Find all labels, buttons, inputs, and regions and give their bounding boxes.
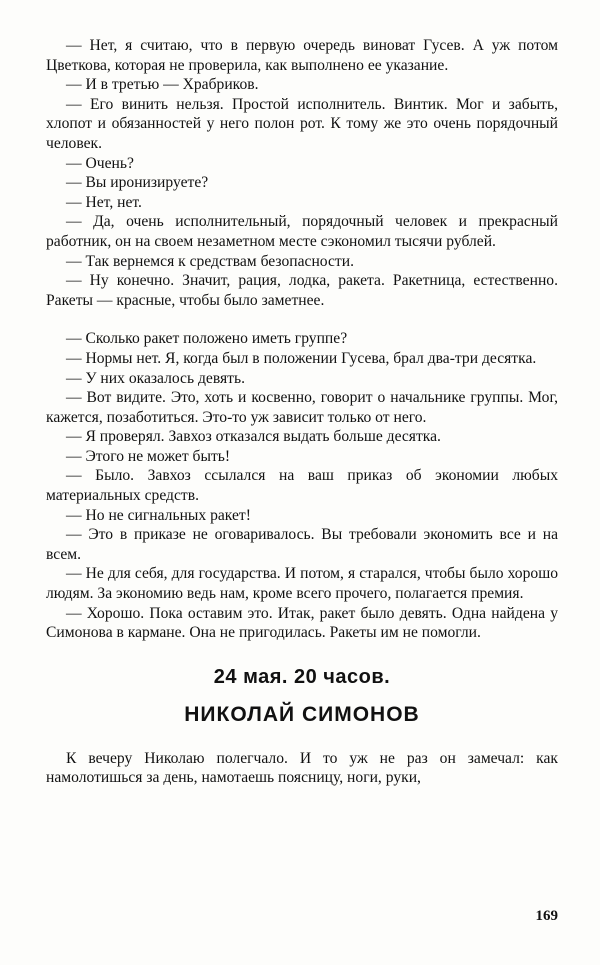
paragraph: — У них оказалось девять. [66,369,246,387]
paragraph: — Очень? [66,154,134,172]
paragraph: — Нет, я считаю, что в первую очередь виноват Гусев. А уж потом Цветкова, которая не проверила, как выполнено ее указание. [46,37,558,74]
paragraph: — Нет, нет. [66,193,142,211]
dialogue-block-2 [46,329,558,643]
paragraph: — Вы иронизируете? [66,174,209,192]
paragraph: — Ну конечно. Значит, рация, лодка, ракета. Ракетница, естественно. Ракеты — красные, чтобы было заметнее. [46,272,558,309]
paragraph: — Было. Завхоз ссылался на ваш приказ об экономии любых материальных средств. [46,467,558,505]
heading-gap [46,729,558,749]
chapter-title-heading: НИКОЛАЙ СИМОНОВ [184,702,420,726]
paragraph: — Его винить нельзя. Простой исполнитель. Винтик. Мог и забыть, хлопот и обязанностей у него полон рот. К тому же это очень порядочный человек. [46,95,558,152]
dialogue-block-1 [46,36,558,310]
paragraph: К вечеру Николаю полегчало. И то уж не раз он замечал: как намолотишься за день, намотаешь поясницу, ноги, руки, [46,749,558,787]
paragraph: — Хорошо. Пока оставим это. Итак, ракет было девять. Одна найдена у Симонова в кармане. Она не пригодилась. Ракеты им не помогли. [46,604,558,642]
chapter-date-heading: 24 мая. 20 часов. [213,665,391,688]
paragraph: — Так вернемся к средствам безопасности. [66,252,354,270]
page-number: 169 [535,908,558,924]
paragraph: — Вот видите. Это, хоть и косвенно, говорит о начальнике группы. Мог, кажется, позаботиться. Это-то уж зависит только от него. [46,389,558,426]
paragraph: — Нормы нет. Я, когда был в положении Гусева, брал два-три десятка. [66,349,537,367]
section-gap [46,310,558,329]
paragraph: — И в третью — Храбриков. [66,76,259,94]
paragraph: — Этого не может быть! [66,447,231,465]
paragraph: — Я проверял. Завхоз отказался выдать больше десятка. [66,428,441,446]
paragraph: — Сколько ракет положено иметь группе? [66,330,348,348]
page-text [46,36,558,788]
paragraph: — Это в приказе не оговаривалось. Вы требовали экономить все и на всем. [46,526,558,563]
paragraph: — Да, очень исполнительный, порядочный человек и прекрасный работник, он на своем незаметном месте сэкономил тысячи рублей. [46,213,558,250]
narrative-block [46,749,558,788]
paragraph: — Не для себя, для государства. И потом, я старался, чтобы было хорошо людям. За экономию ведь нам, кроме всего прочего, полагается премия. [46,565,558,603]
paragraph: — Но не сигнальных ракет! [66,506,251,524]
